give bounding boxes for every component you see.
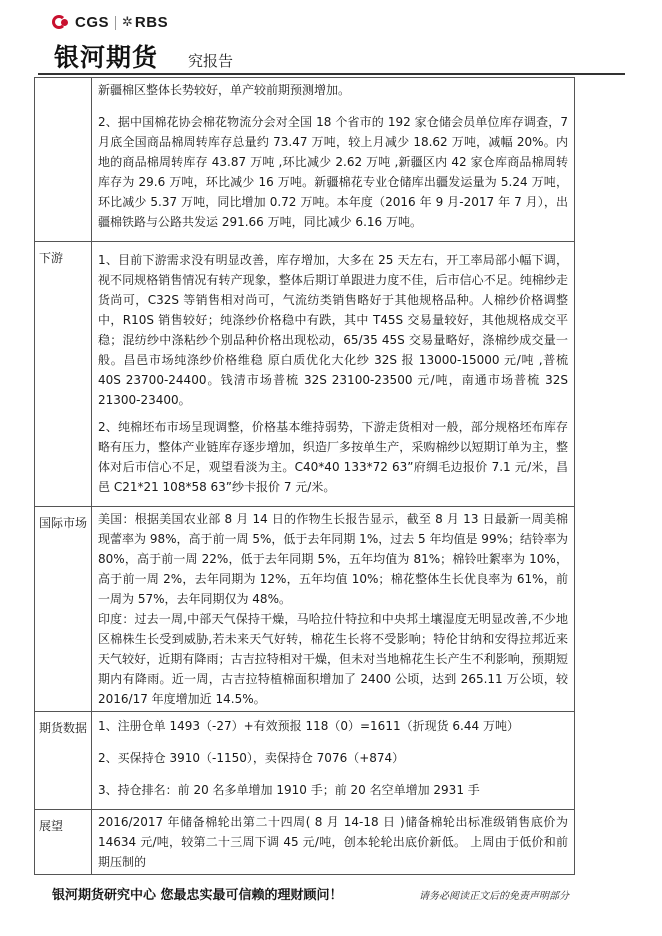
table-row <box>35 712 575 810</box>
row-content <box>92 712 575 810</box>
table-row <box>35 78 575 242</box>
table-row <box>35 242 575 507</box>
row-content <box>92 242 575 507</box>
logo-divider <box>115 16 116 30</box>
row-content <box>92 78 575 242</box>
row-label <box>35 78 92 242</box>
row-label: 期货数据 <box>35 712 92 810</box>
paragraph: 2016/2017 年储备棉轮出第二十四周( 8 月 14-18 日 )储备棉轮出标准级销售底价为 14634 元/吨，较第二十三周下调 45 元/吨，创本轮轮出底价新低。 上周由于低价和前期压制的 <box>98 815 568 869</box>
row-content <box>92 507 575 712</box>
paragraph: 美国：根据美国农业部 8 月 14 日的作物生长报告显示，截至 8 月 13 日最新一周美棉现蕾率为 98%，高于前一周 5%，低于去年同期 1%，过去 5 年均值是 99%；结铃率为 80%，高于前一周 22%，低于去年同期 5%，五年均值为 81%；棉铃吐絮率为 10%，高于前一周 2%，去年同期为 12%，五年均值 10%；棉花整体生长优良率为 61%，前一周为 57%，去年同期仅为 48%。 <box>98 512 568 606</box>
footer-disclaimer: 请务必阅读正文后的免责声明部分 <box>419 891 569 902</box>
table-row <box>35 810 575 875</box>
row-label: 国际市场 <box>35 507 92 712</box>
paragraph: 印度：过去一周,中部天气保持干燥，马哈拉什特拉和中央邦土壤湿度无明显改善,不少地区棉株生长受到威胁,若未来天气好转，棉花生长将不受影响；特伦甘纳和安得拉邦近来天气较好，近期有降雨；古吉拉特相对干燥，但未对当地棉花生长产生不利影响，预期短期内有降雨。近一周，古吉拉特植棉面积增加了 2400 公顷，达到 265.11 万公顷，较 2016/17 年度增加近 14.5%。 <box>98 612 568 706</box>
paragraph: 1、注册仓单 1493（-27）+有效预报 118（0）=1611（折现货 6.44 万吨） <box>98 719 519 733</box>
paragraph: 3、持仓排名：前 20 名多单增加 1910 手；前 20 名空单增加 2931 手 <box>98 783 480 797</box>
header-divider <box>38 73 625 75</box>
page-header <box>0 0 662 78</box>
rbs-logo-icon: ✲ <box>122 15 133 30</box>
paragraph: 2、买保持仓 3910（-1150），卖保持仓 7076（+874） <box>98 751 405 765</box>
page-footer <box>0 878 662 908</box>
brand-title: 银河期货 <box>54 43 159 72</box>
paragraph: 新疆棉区整体长势较好，单产较前期预测增加。 <box>98 83 351 97</box>
report-table <box>34 77 575 875</box>
row-label: 展望 <box>35 810 92 875</box>
report-type: 究报告 <box>188 52 234 70</box>
cgs-logo-icon <box>52 15 72 31</box>
paragraph: 1、目前下游需求没有明显改善，库存增加，大多在 25 天左右，开工率局部小幅下调，视不同规格销售情况有转产现象，整体后期订单跟进力度不佳，后市信心不足。纯棉纱走货尚可，C32S 等销售相对尚可，气流纺类销售略好于其他规格品种。人棉纱价格调整中，R10S 销售较好；纯涤纱价格稳中有跌，其中 T45S 交易量较好，其他规格成交平稳；混纺纱中涤粘纱个别品种价格出现松动，65/35 45S 交易量略好，涤棉纱成交量一般。昌邑市场纯涤纱价格维稳 原白质优化大化纱 32S 报 13000-15000 元/吨 ,普梳 40S 23700-24400。钱清市场普梳 32S 23100-23500 元/吨，南通市场普梳 32S 21300-23400。 <box>98 253 568 407</box>
logo-rbs-text: RBS <box>134 14 169 31</box>
row-label: 下游 <box>35 242 92 507</box>
paragraph: 2、纯棉坯布市场呈现调整，价格基本维持弱势，下游走货相对一般，部分规格坯布库存略有压力，整体产业链库存逐步增加，织造厂多按单生产，采购棉纱以短期订单为主，整体对后市信心不足，观望看淡为主。C40*40 133*72 63”府绸毛边报价 7.1 元/米，昌邑 C21*21 108*58 63”纱卡报价 7 元/米。 <box>98 420 568 494</box>
logo-cgs-text: CGS <box>75 14 110 31</box>
footer-slogan: 银河期货研究中心 您最忠实最可信赖的理财顾问！ <box>52 888 343 903</box>
row-content <box>92 810 575 875</box>
paragraph: 2、据中国棉花协会棉花物流分会对全国 18 个省市的 192 家仓储会员单位库存调查，7 月底全国商品棉周转库存总量约 73.47 万吨，较上月减少 18.62 万吨，减幅 20%。内地的商品棉周转库存 43.87 万吨 ,环比减少 2.62 万吨 ,新疆区内 42 家仓库商品棉周转库存为 29.6 万吨，环比减少 16 万吨。新疆棉花专业仓储库出疆发运量为 5.24 万吨，环比减少 5.37 万吨，同比增加 0.72 万吨。本年度（2016 年 9 月-2017 年 7 月），出疆棉铁路与公路共发运 291.66 万吨，同比减少 6.16 万吨。 <box>98 115 568 229</box>
table-row <box>35 507 575 712</box>
company-logo <box>52 14 168 31</box>
